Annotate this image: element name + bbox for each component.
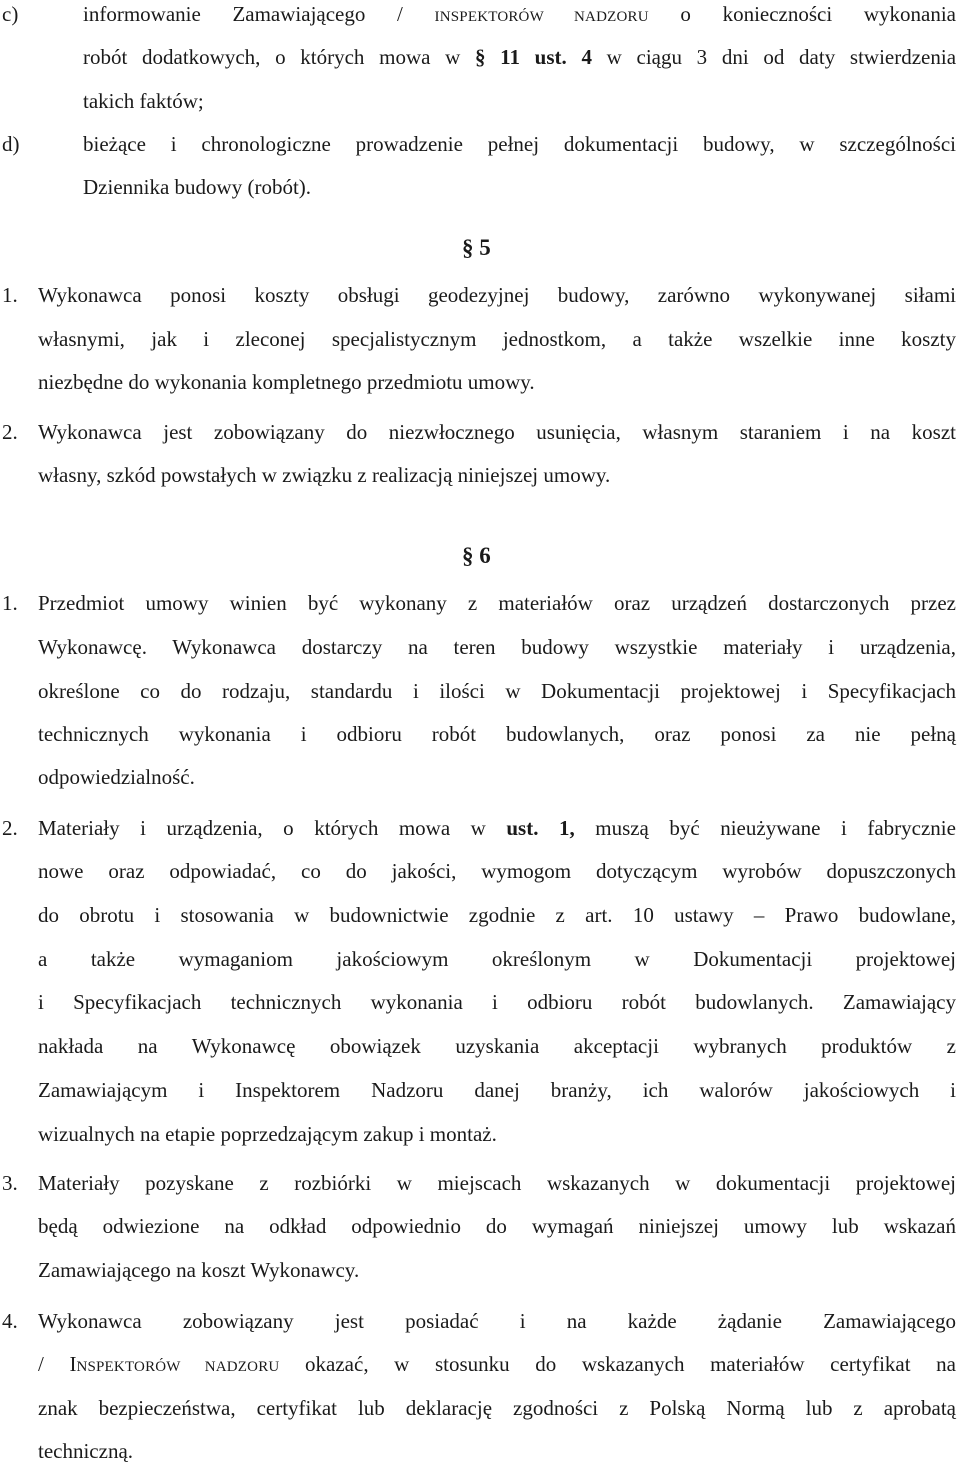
s6-p1-line-2: Wykonawcę. Wykonawca dostarczy na teren budowy wszystkie materiały i urządzenia, xyxy=(38,635,956,659)
text-run: robót dodatkowych, o których mowa w xyxy=(83,45,475,69)
s6-p2-line-3: do obrotu i stosowania w budownictwie zgodnie z art. 10 ustawy – Prawo budowlane, xyxy=(38,903,956,927)
s6-p1-line-1: Przedmiot umowy winien być wykonany z materiałów oraz urządzeń dostarczonych przez xyxy=(38,591,956,615)
section-heading-5: § 5 xyxy=(462,235,491,260)
paragraph-number: 2. xyxy=(2,420,18,444)
s6-p4-line-4: techniczną. xyxy=(38,1439,134,1463)
s6-p2-line-6: nakłada na Wykonawcę obowiązek uzyskania akceptacji wybranych produktów z xyxy=(38,1034,956,1058)
text-run: / I xyxy=(38,1352,77,1376)
paragraph-number: 2. xyxy=(2,816,18,840)
s6-p2-line-7: Zamawiającym i Inspektorem Nadzoru danej branży, ich walorów jakościowych i xyxy=(38,1078,956,1102)
text-run: informowanie Zamawiającego / xyxy=(83,2,435,26)
text-run: okazać, w stosunku do wskazanych materiałów certyfikat na xyxy=(279,1352,957,1376)
item-c-line-2 xyxy=(83,47,956,68)
s6-p4-line-1: Wykonawca zobowiązany jest posiadać i na każde żądanie Zamawiającego xyxy=(38,1309,956,1333)
bold-run: 4 xyxy=(566,45,592,69)
s6-p3-line-1: Materiały pozyskane z rozbiórki w miejscach wskazanych w dokumentacji projektowej xyxy=(38,1171,956,1195)
s6-p3-line-3: Zamawiającego na koszt Wykonawcy. xyxy=(38,1258,360,1282)
s5-p1-line-3: niezbędne do wykonania kompletnego przedmiotu umowy. xyxy=(38,370,535,394)
s5-p2-line-2: własny, szkód powstałych w związku z realizacją niniejszej umowy. xyxy=(38,463,611,487)
bold-run: ust. 1, xyxy=(506,816,575,840)
paragraph-number: 4. xyxy=(2,1309,18,1333)
s6-p3-line-2: będą odwiezione na odkład odpowiednio do wymagań niniejszej umowy lub wskazań xyxy=(38,1214,956,1238)
list-label-c: c) xyxy=(2,2,19,26)
s6-p1-line-5: odpowiedzialność. xyxy=(38,765,195,789)
s5-p2-line-1: Wykonawca jest zobowiązany do niezwłocznego usunięcia, własnym staraniem i na koszt xyxy=(38,420,956,444)
item-d-line-2: Dziennika budowy (robót). xyxy=(83,175,312,199)
smallcaps-run: NSPEKTORÓW NADZORU xyxy=(76,1359,280,1375)
item-c-line-1 xyxy=(83,4,956,25)
text-run: o konieczności wykonania xyxy=(648,2,956,26)
bold-run: § 11 ust. xyxy=(474,45,567,69)
list-label-d: d) xyxy=(2,132,20,156)
paragraph-number: 3. xyxy=(2,1171,18,1195)
s6-p2-line-5: i Specyfikacjach technicznych wykonania i odbioru robót budowlanych. Zamawiający xyxy=(38,990,956,1014)
text-run: w ciągu 3 dni od daty stwierdzenia xyxy=(591,45,957,69)
item-d-line-1: bieżące i chronologiczne prowadzenie pełnej dokumentacji budowy, w szczególności xyxy=(83,132,956,156)
paragraph-number: 1. xyxy=(2,283,18,307)
s6-p2-line-4: a także wymaganiom jakościowym określonym w Dokumentacji projektowej xyxy=(38,947,956,971)
s5-p1-line-2: własnymi, jak i zleconej specjalistycznym jednostkom, a także wszelkie inne koszty xyxy=(38,327,956,351)
s6-p2-line-2: nowe oraz odpowiadać, co do jakości, wymogom dotyczącym wyrobów dopuszczonych xyxy=(38,859,956,883)
item-c-line-3: takich faktów; xyxy=(83,89,204,113)
s6-p4-line-2 xyxy=(38,1354,956,1375)
section-heading-6: § 6 xyxy=(462,543,491,568)
s6-p4-line-3: znak bezpieczeństwa, certyfikat lub deklarację zgodności z Polską Normą lub z aprobatą xyxy=(38,1396,956,1420)
smallcaps-run: INSPEKTORÓW NADZORU xyxy=(434,9,649,25)
s6-p1-line-3: określone co do rodzaju, standardu i ilości w Dokumentacji projektowej i Specyfikacjach xyxy=(38,679,956,703)
text-run: Materiały i urządzenia, o których mowa w xyxy=(38,816,507,840)
paragraph-number: 1. xyxy=(2,591,18,615)
s6-p2-line-8: wizualnych na etapie poprzedzającym zakup i montaż. xyxy=(38,1122,497,1146)
s6-p2-line-1 xyxy=(38,818,956,839)
s6-p1-line-4: technicznych wykonania i odbioru robót budowlanych, oraz ponosi za nie pełną xyxy=(38,722,956,746)
s5-p1-line-1: Wykonawca ponosi koszty obsługi geodezyjnej budowy, zarówno wykonywanej siłami xyxy=(38,283,956,307)
text-run: muszą być nieużywane i fabrycznie xyxy=(574,816,956,840)
